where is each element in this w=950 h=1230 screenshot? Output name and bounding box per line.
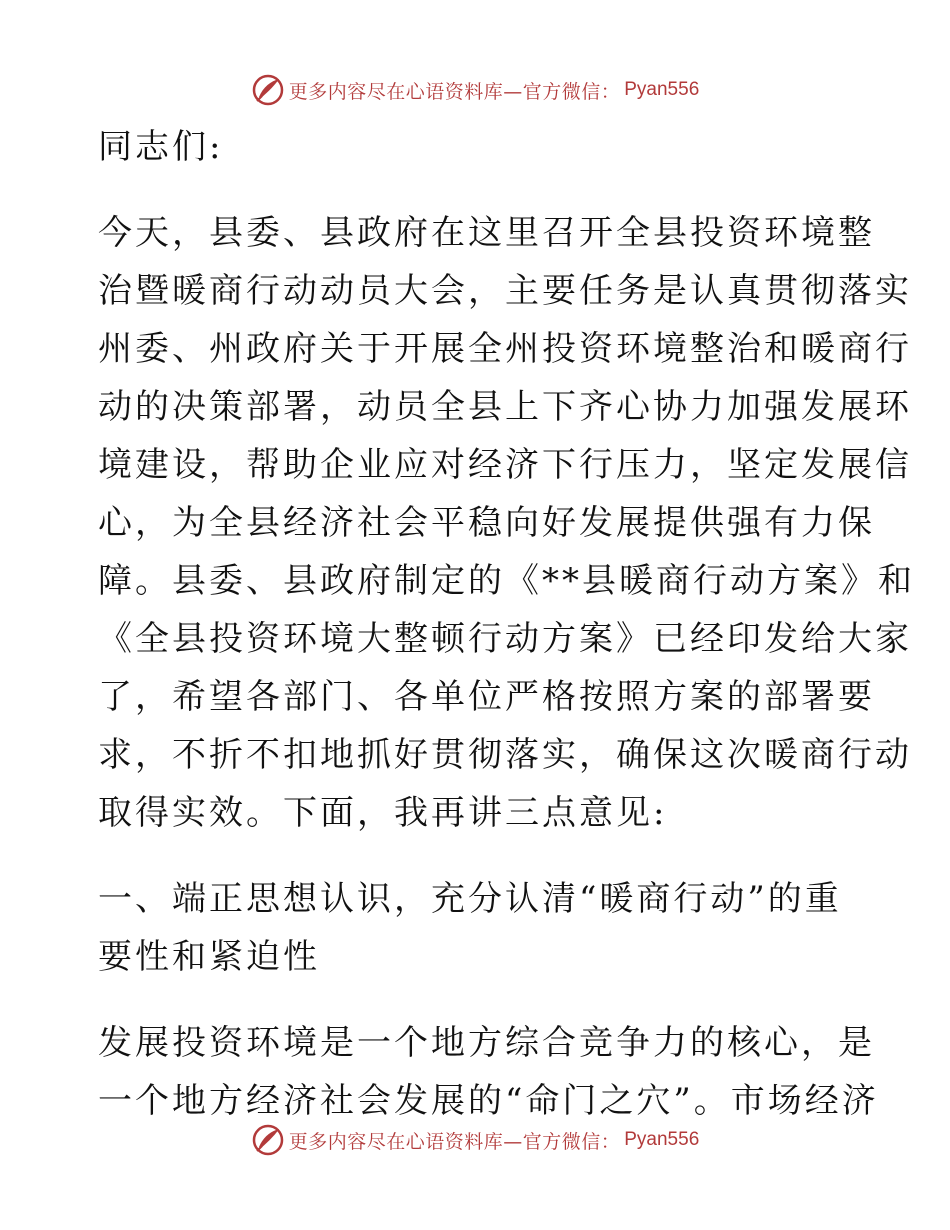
- text-line: 今天，县委、县政府在这里召开全县投资环境整: [98, 213, 875, 253]
- paragraph-gap: [98, 842, 852, 870]
- text-line: 境建设，帮助企业应对经济下行压力，坚定发展信: [98, 445, 912, 485]
- watermark-banner-bottom: [0, 1120, 950, 1160]
- text-line: 发展投资环境是一个地方综合竞争力的核心，是: [98, 1023, 875, 1063]
- text-line: 心，为全县经济社会平稳向好发展提供强有力保: [98, 503, 875, 543]
- paragraph-gap: [98, 986, 852, 1014]
- heading-line: 要性和紧迫性: [98, 937, 320, 977]
- document-body: [98, 118, 915, 1130]
- text-line: 州委、州政府关于开展全州投资环境整治和暖商行: [98, 329, 912, 369]
- watermark-banner-top: [0, 70, 950, 110]
- feather-pen-logo: [251, 73, 285, 107]
- paragraph-1: [98, 204, 915, 842]
- section-heading-1: [98, 870, 852, 986]
- greeting: 同志们:: [98, 127, 224, 167]
- paragraph-gap: [98, 176, 852, 204]
- watermark-text: 更多内容尽在心语资料库—官方微信：: [288, 80, 621, 103]
- text-line: 障。县委、县政府制定的《**县暖商行动方案》和: [98, 561, 915, 601]
- text-line: 一个地方经济社会发展的“命门之穴”。市场经济: [98, 1081, 879, 1121]
- text-line: 《全县投资环境大整顿行动方案》已经印发给大家: [98, 619, 912, 659]
- text-line: 治暨暖商行动动员大会，主要任务是认真贯彻落实: [98, 271, 912, 311]
- feather-pen-logo: [251, 1123, 285, 1157]
- text-line: 取得实效。下面，我再讲三点意见:: [98, 793, 668, 833]
- heading-line: 一、端正思想认识，充分认清“暖商行动”的重: [98, 879, 842, 919]
- text-line: 求，不折不扣地抓好贯彻落实，确保这次暖商行动: [98, 735, 912, 775]
- watermark-account: Pyan556: [624, 1129, 700, 1150]
- paragraph-2: [98, 1014, 879, 1130]
- watermark-account: Pyan556: [624, 79, 700, 100]
- text-line: 动的决策部署，动员全县上下齐心协力加强发展环: [98, 387, 912, 427]
- watermark-text: 更多内容尽在心语资料库—官方微信：: [288, 1130, 621, 1153]
- text-line: 了，希望各部门、各单位严格按照方案的部署要: [98, 677, 875, 717]
